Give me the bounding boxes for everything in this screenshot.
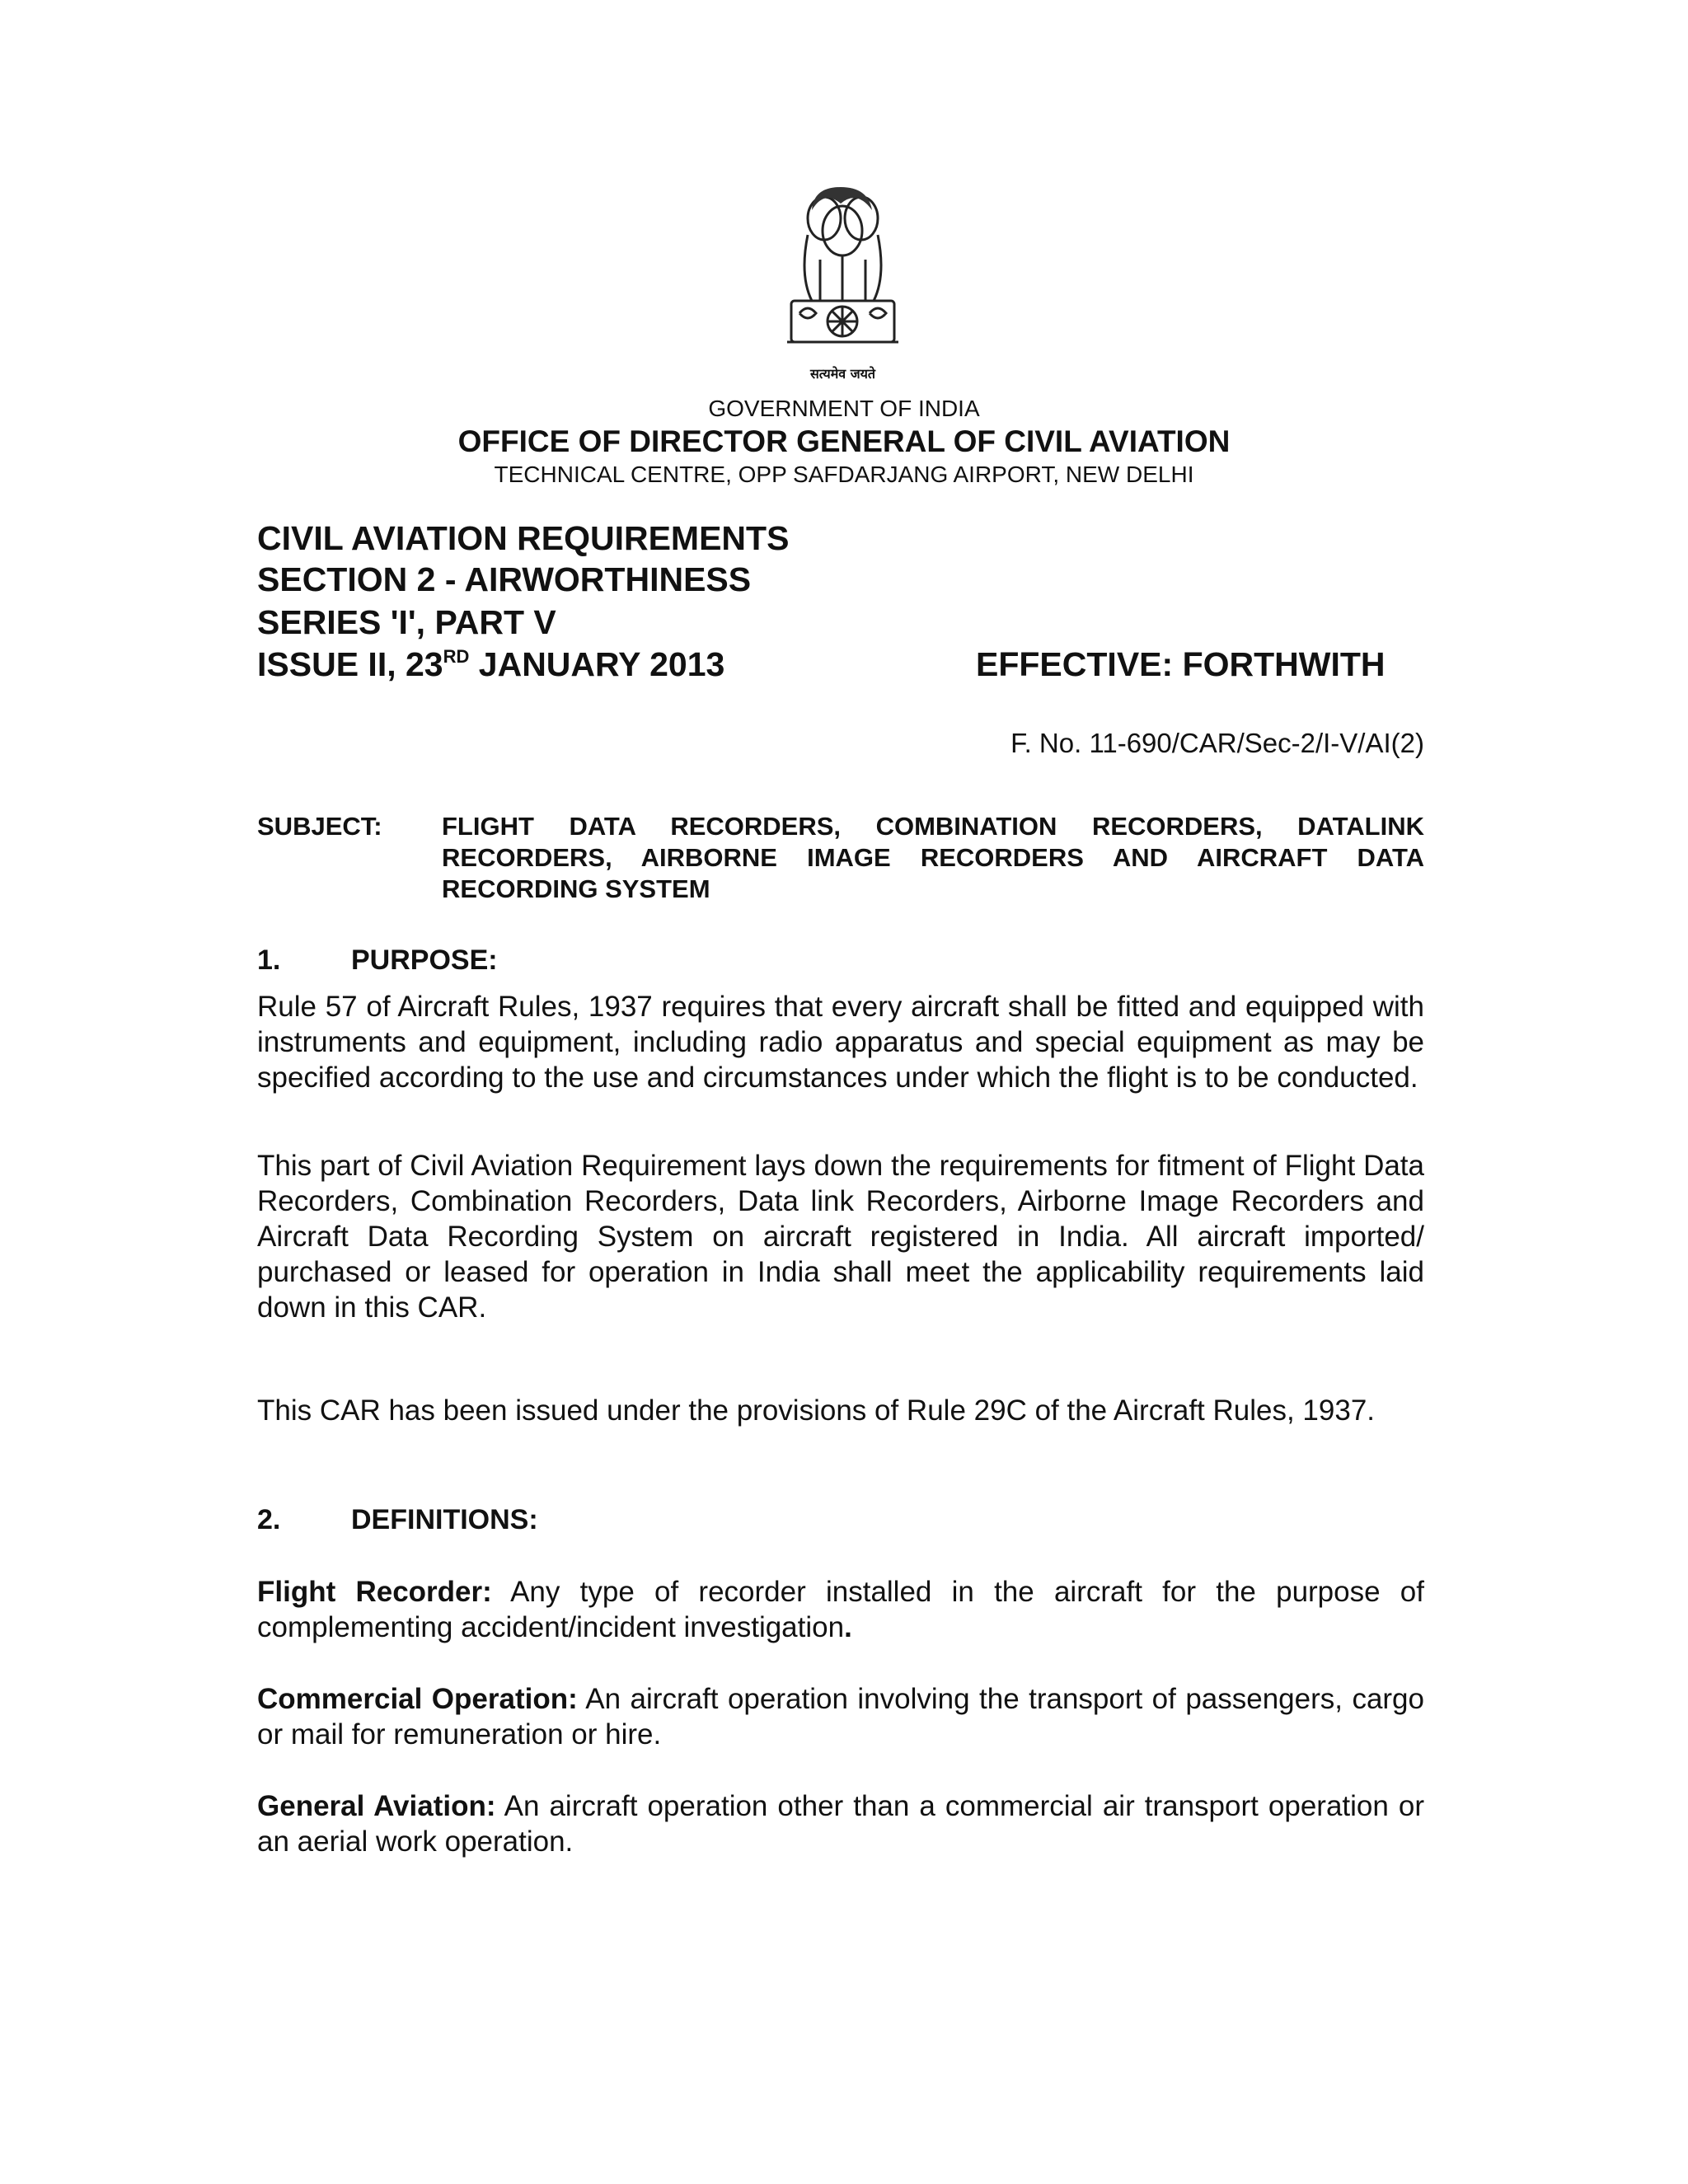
purpose-paragraph: This CAR has been issued under the provisions of Rule 29C of the Aircraft Rules, 1937. xyxy=(257,1394,1376,1427)
car-series: SERIES 'I', PART V xyxy=(257,603,556,641)
subject-text: FLIGHT DATA RECORDERS, COMBINATION RECORDERS, DATALINK RECORDERS, AIRBORNE IMAGE RECORDERS AND AIRCRAFT DATA RECORDING SYSTEM xyxy=(442,812,1424,903)
definitions-heading: DEFINITIONS: xyxy=(351,1504,538,1535)
definition-term: Commercial Operation: xyxy=(257,1683,578,1715)
definition-item xyxy=(257,1681,1424,1752)
purpose-number: 1. xyxy=(257,944,281,976)
definition-text: An aircraft operation involving the transport of passengers, cargo or mail for remuneration or hire. xyxy=(257,1683,1424,1750)
definition-trail: . xyxy=(844,1611,852,1643)
car-issue xyxy=(257,645,724,684)
car-section: SECTION 2 - AIRWORTHINESS xyxy=(257,560,752,598)
definition-term: Flight Recorder: xyxy=(257,1576,492,1608)
definitions-number: 2. xyxy=(257,1504,281,1535)
emblem-motto: सत्यमेव जयते xyxy=(809,366,876,382)
office-heading: OFFICE OF DIRECTOR GENERAL OF CIVIL AVIATION xyxy=(457,424,1231,458)
effective-date: EFFECTIVE: FORTHWITH xyxy=(976,645,1386,683)
definition-text: Any type of recorder installed in the aircraft for the purpose of complementing accident/incident investigation xyxy=(257,1576,1424,1643)
national-emblem-icon xyxy=(775,185,911,387)
definition-term: General Aviation: xyxy=(257,1790,496,1822)
subject-label: SUBJECT: xyxy=(257,812,382,841)
issue-prefix: ISSUE II, 23 xyxy=(257,645,443,683)
issue-superscript: RD xyxy=(443,646,470,667)
file-number: F. No. 11-690/CAR/Sec-2/I-V/AI(2) xyxy=(1010,728,1424,758)
definition-item xyxy=(257,1574,1424,1645)
government-heading: GOVERNMENT OF INDIA xyxy=(708,396,980,421)
purpose-paragraph: Rule 57 of Aircraft Rules, 1937 requires that every aircraft shall be fitted and equipped with instruments and equipment, including radio apparatus and special equipment as may be specified according to the use and circumstances under which the flight is to be conducted. xyxy=(257,991,1424,1094)
office-location: TECHNICAL CENTRE, OPP SAFDARJANG AIRPORT, NEW DELHI xyxy=(494,462,1194,487)
purpose-paragraph: This part of Civil Aviation Requirement lays down the requirements for fitment of Flight Data Recorders, Combination Recorders, Data link Recorders, Airborne Image Recorders and Aircraft Data Recording System on aircraft registered in India. All aircraft imported/ purchased or leased for operation in India shall meet the applicability requirements laid down in this CAR. xyxy=(257,1150,1424,1324)
car-title: CIVIL AVIATION REQUIREMENTS xyxy=(257,519,790,557)
definition-text: An aircraft operation other than a commercial air transport operation or an aerial work operation. xyxy=(257,1790,1424,1858)
definition-item xyxy=(257,1788,1424,1859)
issue-suffix: JANUARY 2013 xyxy=(469,645,725,683)
purpose-heading: PURPOSE: xyxy=(351,944,498,976)
